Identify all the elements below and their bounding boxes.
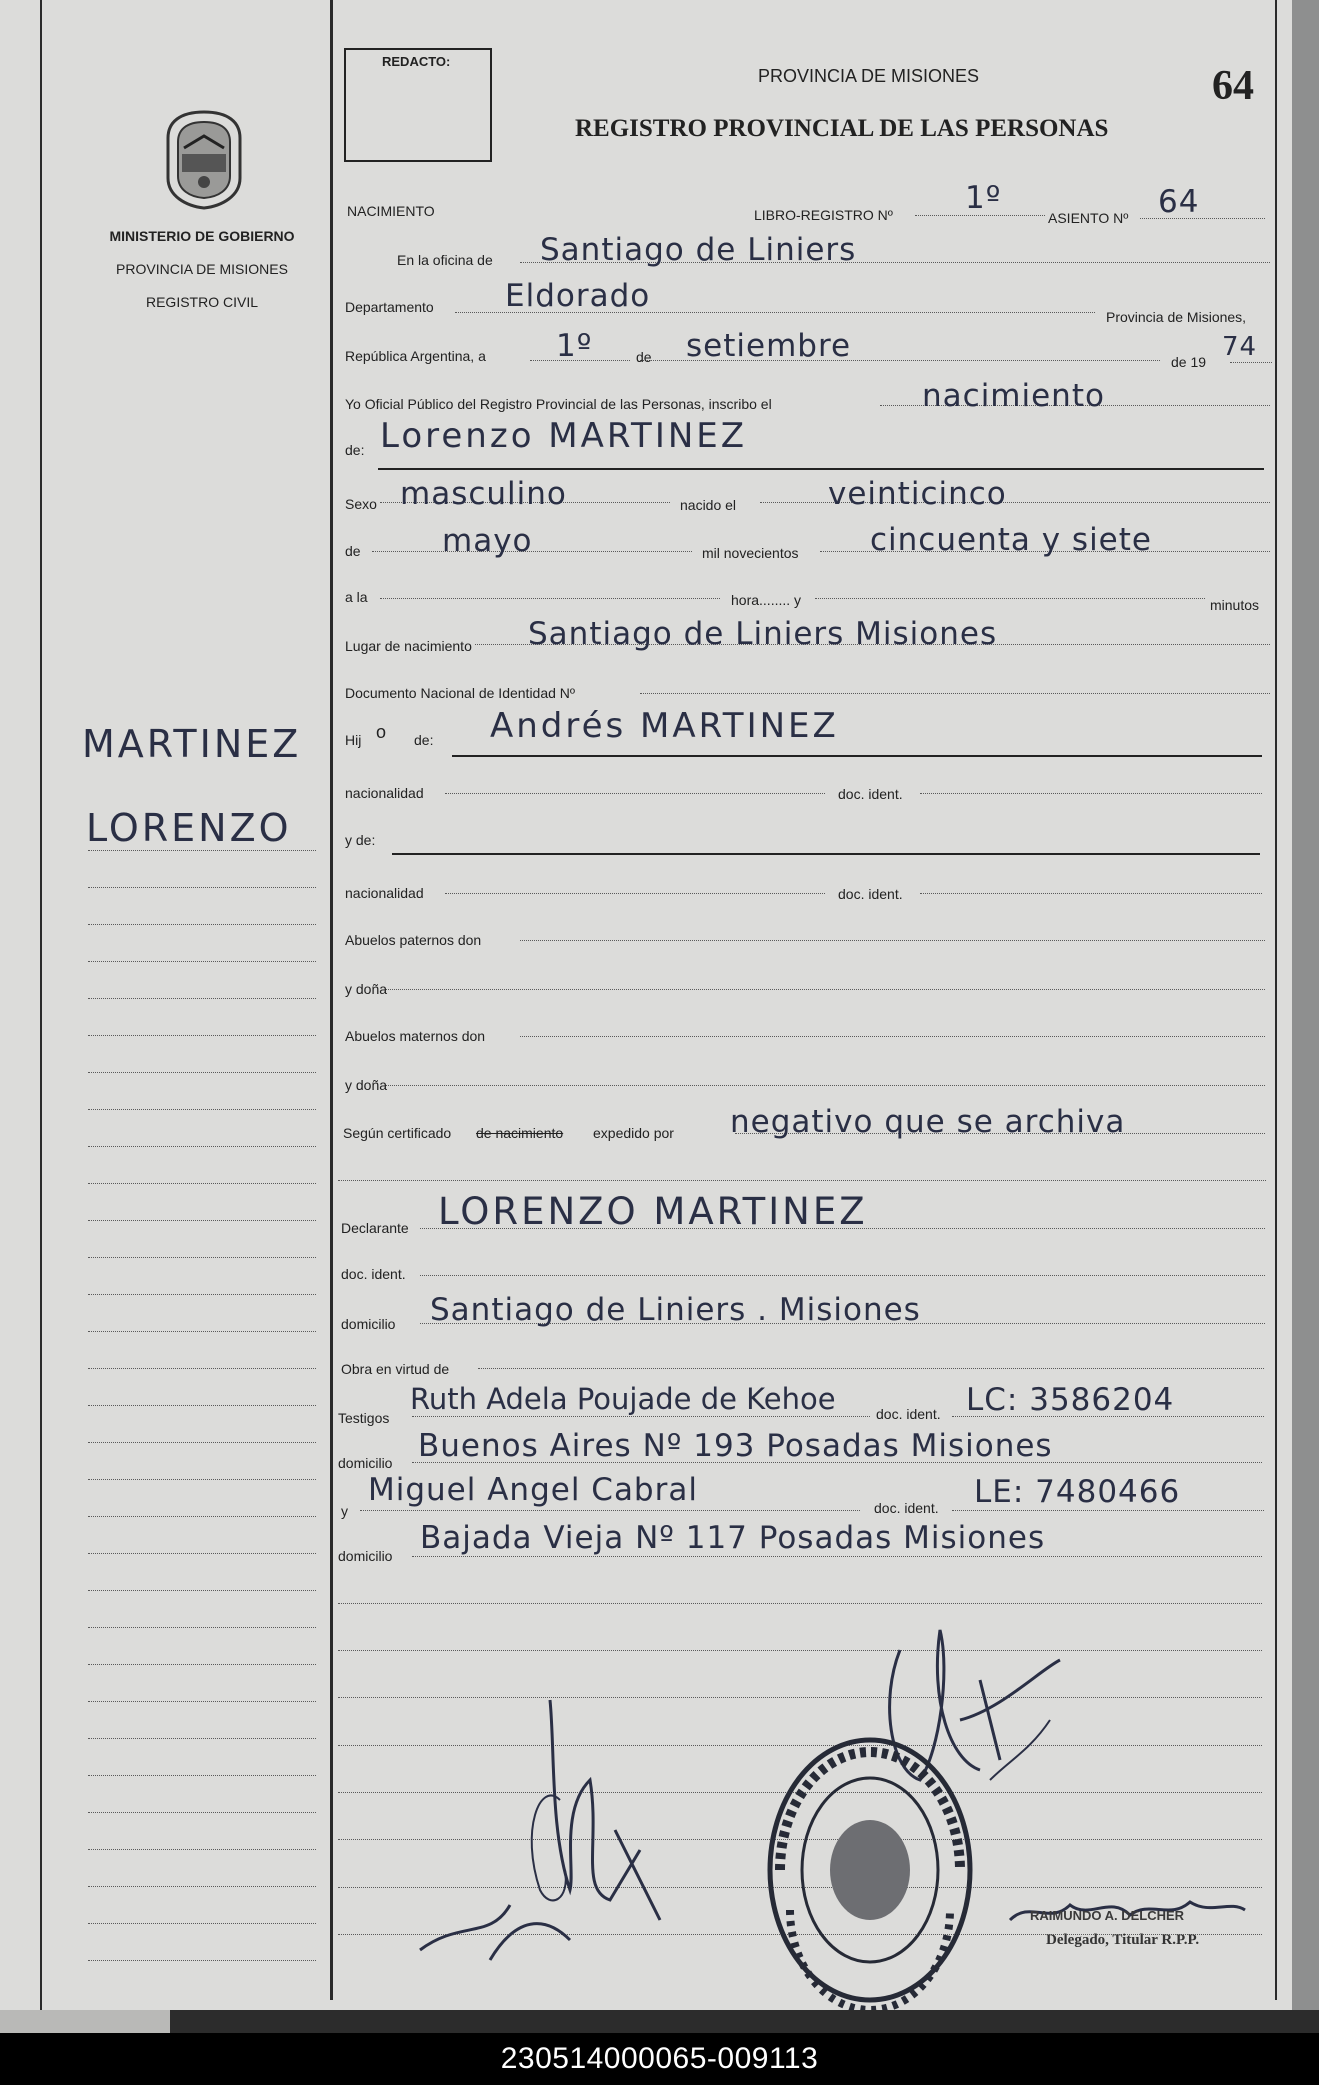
- margin-ruled-line: [88, 1775, 316, 1776]
- folio-number: 64: [1212, 63, 1254, 109]
- domicilio-label: domicilio: [341, 1316, 396, 1332]
- asiento-value: 64: [1158, 184, 1200, 220]
- testigo1-value: Ruth Adela Poujade de Kehoe: [410, 1382, 836, 1416]
- name-underline: [378, 468, 1264, 470]
- republica-label: República Argentina, a: [345, 348, 486, 364]
- margin-ruled-line: [88, 1849, 316, 1850]
- oficina-value: Santiago de Liniers: [540, 232, 857, 268]
- testigo2-dom: Bajada Vieja Nº 117 Posadas Misiones: [420, 1520, 1046, 1556]
- hijo-de-label: de:: [414, 732, 434, 748]
- padre-value: Andrés MARTINEZ: [490, 706, 839, 746]
- hijo-label: Hij: [345, 732, 362, 748]
- asiento-label: ASIENTO Nº: [1048, 210, 1129, 226]
- testigo2-doc: LE: 7480466: [974, 1474, 1181, 1510]
- margin-ruled-line: [88, 1738, 316, 1739]
- lugar-label: Lugar de nacimiento: [345, 638, 472, 654]
- form-ruled-line: [445, 893, 825, 894]
- redacto-box: [344, 48, 492, 162]
- margin-ruled-line: [88, 1220, 316, 1221]
- header-province: PROVINCIA DE MISIONES: [758, 66, 980, 86]
- signature-scribble-left: [400, 1690, 760, 1970]
- margin-ruled-line: [88, 1923, 316, 1924]
- form-ruled-line: [412, 1556, 1262, 1557]
- margin-ruled-line: [88, 1960, 316, 1961]
- libro-value: 1º: [965, 180, 1002, 216]
- obra-label: Obra en virtud de: [341, 1361, 450, 1377]
- domicilio-value: Santiago de Liniers . Misiones: [430, 1292, 921, 1328]
- y-label: y: [341, 1503, 348, 1519]
- margin-ruled-line: [88, 1368, 316, 1369]
- doc-ident5-label: doc. ident.: [874, 1500, 939, 1516]
- minutos-label: minutos: [1210, 597, 1260, 613]
- certificado-struck: de nacimiento: [476, 1125, 564, 1141]
- form-ruled-line: [412, 1416, 870, 1417]
- nacionalidad2-label: nacionalidad: [345, 885, 424, 901]
- doc-ident-label: doc. ident.: [838, 786, 903, 802]
- a-la-label: a la: [345, 589, 368, 605]
- margin-ruled-line: [88, 1035, 316, 1036]
- certificado-label: Según certificado: [343, 1125, 452, 1141]
- margin-ruled-line: [88, 1627, 316, 1628]
- form-ruled-line: [815, 598, 1205, 599]
- left-page-edge: [40, 0, 42, 2010]
- form-ruled-line: [385, 989, 1265, 990]
- nacimiento-label: NACIMIENTO: [347, 203, 435, 219]
- doc-ident2-label: doc. ident.: [838, 886, 903, 902]
- sexo-value: masculino: [400, 476, 567, 512]
- y-de-label: y de:: [345, 832, 376, 848]
- margin-ruled-line: [88, 998, 316, 999]
- mes-value: setiembre: [686, 328, 852, 364]
- form-ruled-line: [338, 1650, 1262, 1651]
- ministry-title: MINISTERIO DE GOBIERNO: [109, 228, 295, 244]
- de-nombre-label: de:: [345, 442, 365, 458]
- book-spine-shadow: [170, 2010, 1319, 2033]
- margin-ruled-line: [88, 1294, 316, 1295]
- margin-province-title: PROVINCIA DE MISIONES: [116, 261, 288, 277]
- right-border-line: [1275, 0, 1277, 2000]
- anio-value: 74: [1222, 332, 1258, 362]
- civil-registry-title: REGISTRO CIVIL: [145, 294, 259, 310]
- doc-ident4-label: doc. ident.: [876, 1406, 941, 1422]
- margin-ruled-line: [88, 1664, 316, 1665]
- margin-ruled-line: [88, 1516, 316, 1517]
- margin-ruled-line: [88, 887, 316, 888]
- form-ruled-line: [445, 793, 825, 794]
- libro-label: LIBRO-REGISTRO Nº: [754, 207, 893, 223]
- nac-mes-value: mayo: [442, 523, 533, 559]
- form-ruled-line: [920, 893, 1262, 894]
- oficial-label: Yo Oficial Público del Registro Provincial de las Personas, inscribo el: [345, 396, 772, 412]
- redacto-label: REDACTO:: [382, 54, 451, 69]
- margin-ruled-line: [88, 1109, 316, 1110]
- domicilio2-label: domicilio: [338, 1455, 393, 1471]
- margin-ruled-line: [88, 1405, 316, 1406]
- de-mes-label: de: [345, 543, 361, 559]
- margin-ruled-line: [88, 850, 316, 851]
- provincial-seal-icon: [160, 108, 248, 212]
- declarante-value: LORENZO MARTINEZ: [438, 1190, 868, 1233]
- registry-title: REGISTRO PROVINCIAL DE LAS PERSONAS: [575, 115, 1109, 142]
- doc-ident3-label: doc. ident.: [341, 1266, 406, 1282]
- form-ruled-line: [338, 1180, 1266, 1181]
- margin-ruled-line: [88, 1146, 316, 1147]
- footer-document-id: 230514000065-009113: [500, 2042, 819, 2075]
- margin-ruled-line: [88, 1701, 316, 1702]
- abuelos-paternos-label: Abuelos paternos don: [345, 932, 482, 948]
- margin-ruled-line: [88, 1886, 316, 1887]
- form-ruled-line: [520, 1036, 1265, 1037]
- sexo-label: Sexo: [345, 496, 377, 512]
- declarante-label: Declarante: [341, 1220, 409, 1236]
- anio-label: de 19: [1171, 354, 1207, 370]
- hora-label: hora........ y: [731, 592, 802, 608]
- index-name: LORENZO: [86, 806, 292, 850]
- stamp-role: Delegado, Titular R.P.P.: [1046, 1932, 1200, 1948]
- oficina-label: En la oficina de: [397, 252, 493, 268]
- form-ruled-line: [420, 1275, 1265, 1276]
- form-ruled-line: [520, 940, 1265, 941]
- form-ruled-line: [385, 1085, 1265, 1086]
- nombre-value: Lorenzo MARTINEZ: [380, 416, 748, 456]
- testigos-label: Testigos: [338, 1410, 390, 1426]
- nacionalidad-label: nacionalidad: [345, 785, 424, 801]
- dni-label: Documento Nacional de Identidad Nº: [345, 685, 576, 701]
- testigo1-dom: Buenos Aires Nº 193 Posadas Misiones: [418, 1428, 1053, 1464]
- margin-ruled-line: [88, 1183, 316, 1184]
- de-label: de: [636, 349, 652, 365]
- registry-stamp-icon: [760, 1730, 980, 2010]
- lugar-value: Santiago de Liniers Misiones: [528, 616, 998, 652]
- form-ruled-line: [478, 1368, 1264, 1369]
- testigo2-value: Miguel Angel Cabral: [368, 1472, 698, 1508]
- form-ruled-line: [338, 1603, 1262, 1604]
- inscribo-value: nacimiento: [922, 378, 1105, 414]
- form-ruled-line: [952, 1510, 1264, 1511]
- stamp-signer: RAIMUNDO A. DELCHER: [1030, 1908, 1185, 1923]
- expedido-label: expedido por: [593, 1125, 674, 1141]
- testigo1-doc: LC: 3586204: [966, 1382, 1175, 1418]
- nacido-label: nacido el: [680, 497, 737, 513]
- margin-ruled-line: [88, 1590, 316, 1591]
- margin-ruled-line: [88, 1812, 316, 1813]
- form-ruled-line: [1230, 362, 1272, 363]
- y-dona2-label: y doña: [345, 1077, 388, 1093]
- margin-ruled-line: [88, 1553, 316, 1554]
- margin-ruled-line: [88, 1479, 316, 1480]
- margin-ruled-line: [88, 924, 316, 925]
- form-ruled-line: [640, 693, 1270, 694]
- abuelos-maternos-label: Abuelos maternos don: [345, 1028, 486, 1044]
- name-underline: [392, 853, 1260, 855]
- hijo-suffix: o: [376, 722, 387, 742]
- provincia-suffix: Provincia de Misiones,: [1106, 309, 1247, 325]
- form-ruled-line: [380, 598, 720, 599]
- margin-ruled-line: [88, 1257, 316, 1258]
- departamento-label: Departamento: [345, 299, 434, 315]
- form-ruled-line: [360, 1510, 860, 1511]
- y-dona-label: y doña: [345, 981, 388, 997]
- index-surname: MARTINEZ: [82, 722, 302, 766]
- nacido-value: veinticinco: [828, 476, 1007, 512]
- mil-label: mil novecientos: [702, 545, 799, 561]
- margin-ruled-line: [88, 1331, 316, 1332]
- dia-value: 1º: [556, 328, 593, 364]
- margin-ruled-line: [88, 961, 316, 962]
- margin-ruled-line: [88, 1442, 316, 1443]
- margin-ruled-line: [88, 1072, 316, 1073]
- name-underline: [452, 755, 1262, 757]
- domicilio3-label: domicilio: [338, 1548, 393, 1564]
- departamento-value: Eldorado: [505, 278, 651, 314]
- footer-bar: [0, 2033, 1319, 2085]
- nac-anio-value: cincuenta y siete: [870, 522, 1152, 558]
- certificado-value: negativo que se archiva: [730, 1104, 1126, 1140]
- form-ruled-line: [920, 793, 1262, 794]
